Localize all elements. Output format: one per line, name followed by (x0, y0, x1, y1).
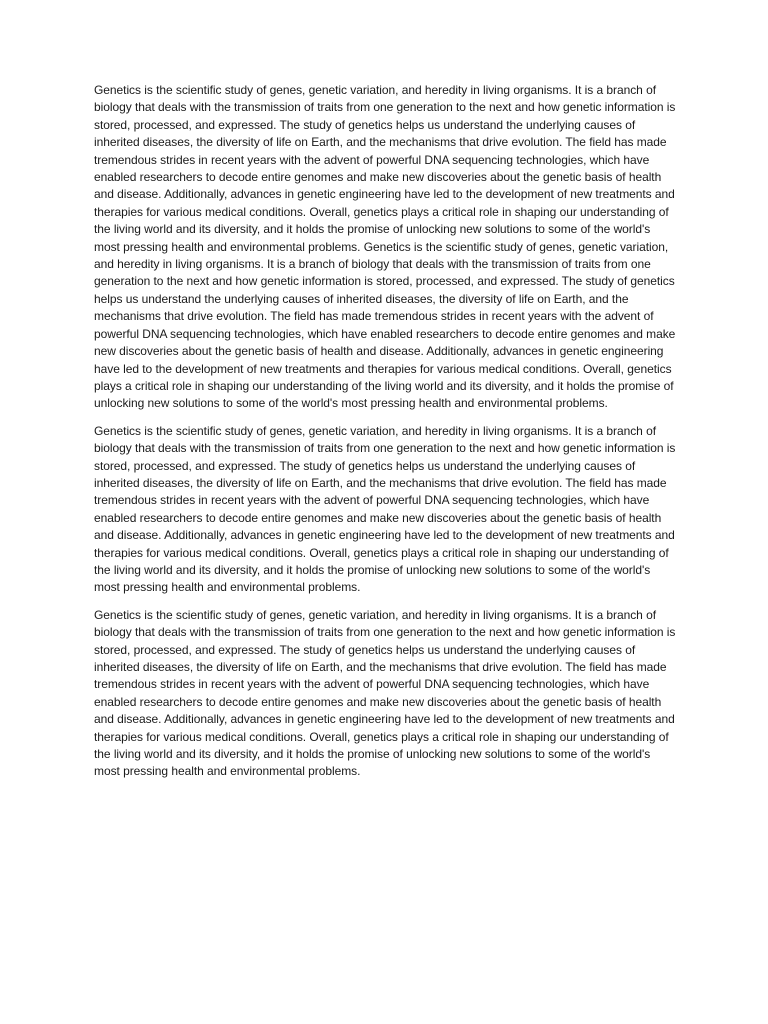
paragraph-3: Genetics is the scientific study of genes, genetic variation, and heredity in living organisms. It is a branch of biology that deals with the transmission of traits from one generation to the next and how genetic information is stored, processed, and expressed. The study of genetics helps us understand the underlying causes of inherited diseases, the diversity of life on Earth, and the mechanisms that drive evolution. The field has made tremendous strides in recent years with the advent of powerful DNA sequencing technologies, which have enabled researchers to decode entire genomes and make new discoveries about the genetic basis of health and disease. Additionally, advances in genetic engineering have led to the development of new treatments and therapies for various medical conditions. Overall, genetics plays a critical role in shaping our understanding of the living world and its diversity, and it holds the promise of unlocking new solutions to some of the world's most pressing health and environmental problems. (94, 607, 676, 779)
paragraph-2: Genetics is the scientific study of genes, genetic variation, and heredity in living organisms. It is a branch of biology that deals with the transmission of traits from one generation to the next and how genetic information is stored, processed, and expressed. The study of genetics helps us understand the underlying causes of inherited diseases, the diversity of life on Earth, and the mechanisms that drive evolution. The field has made tremendous strides in recent years with the advent of powerful DNA sequencing technologies, which have enabled researchers to decode entire genomes and make new discoveries about the genetic basis of health and disease. Additionally, advances in genetic engineering have led to the development of new treatments and therapies for various medical conditions. Overall, genetics plays a critical role in shaping our understanding of the living world and its diversity, and it holds the promise of unlocking new solutions to some of the world's most pressing health and environmental problems. (94, 423, 676, 595)
paragraph-1: Genetics is the scientific study of genes, genetic variation, and heredity in living organisms. It is a branch of biology that deals with the transmission of traits from one generation to the next and how genetic information is stored, processed, and expressed. The study of genetics helps us understand the underlying causes of inherited diseases, the diversity of life on Earth, and the mechanisms that drive evolution. The field has made tremendous strides in recent years with the advent of powerful DNA sequencing technologies, which have enabled researchers to decode entire genomes and make new discoveries about the genetic basis of health and disease. Additionally, advances in genetic engineering have led to the development of new treatments and therapies for various medical conditions. Overall, genetics plays a critical role in shaping our understanding of the living world and its diversity, and it holds the promise of unlocking new solutions to some of the world's most pressing health and environmental problems. Genetics is the scientific study of genes, genetic variation, and heredity in living organisms. It is a branch of biology that deals with the transmission of traits from one generation to the next and how genetic information is stored, processed, and expressed. The study of genetics helps us understand the underlying causes of inherited diseases, the diversity of life on Earth, and the mechanisms that drive evolution. The field has made tremendous strides in recent years with the advent of powerful DNA sequencing technologies, which have enabled researchers to decode entire genomes and make new discoveries about the genetic basis of health and disease. Additionally, advances in genetic engineering have led to the development of new treatments and therapies for various medical conditions. Overall, genetics plays a critical role in shaping our understanding of the living world and its diversity, and it holds the promise of unlocking new solutions to some of the world's most pressing health and environmental problems. (94, 83, 676, 411)
document-page (94, 82, 678, 791)
